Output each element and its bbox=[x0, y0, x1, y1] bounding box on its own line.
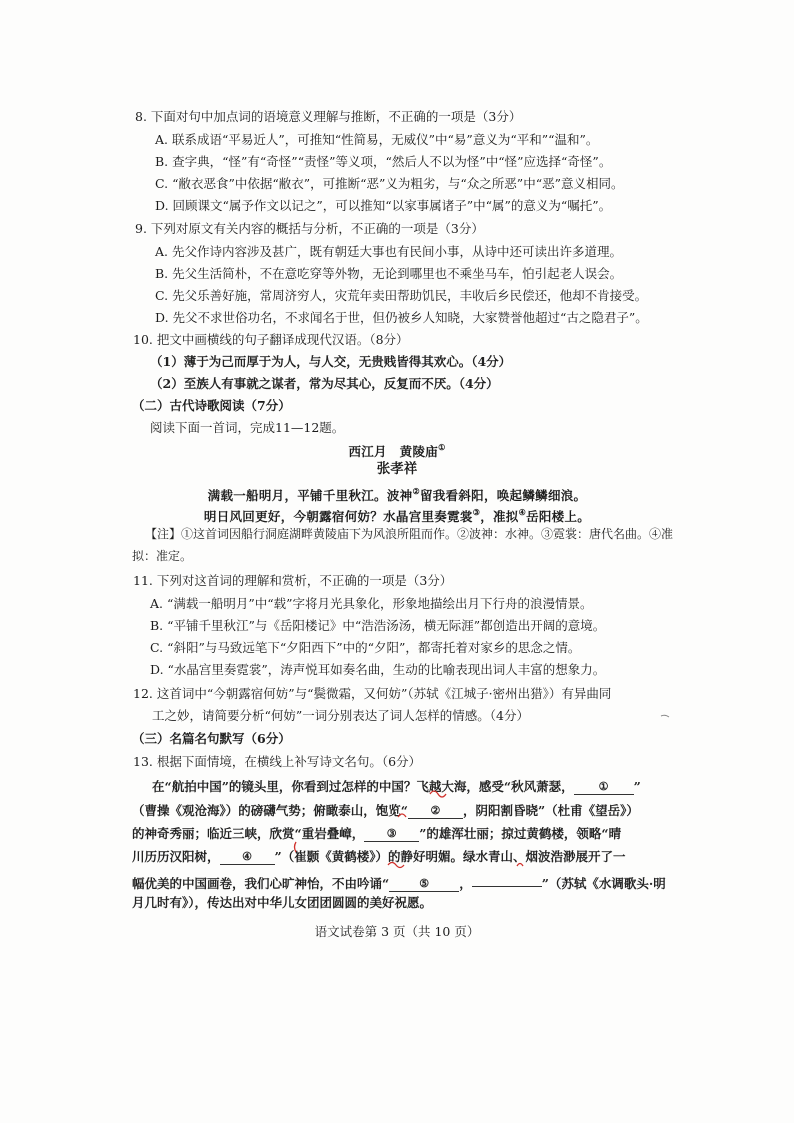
q10-item-2: （2）至族人有事就之谋者，常为尽其心，反复而不厌。（4分） bbox=[150, 376, 499, 391]
q8-option-a: A. 联系成语“平易近人”，可推知“性简易，无威仪”中“易”意义为“平和”“温和”。 bbox=[155, 132, 599, 147]
q10-stem: 10. 把文中画横线的句子翻译成现代汉语。（8分） bbox=[133, 332, 409, 347]
q11-stem: 11. 下列对这首词的理解和赏析，不正确的一项是（3分） bbox=[133, 573, 453, 588]
section-heading-poetry: （二）古代诗歌阅读（7分） bbox=[132, 398, 291, 413]
q13-blank-6 bbox=[472, 871, 542, 887]
q13-text: 在“航拍中国”的镜头里，你看到过怎样的中国？飞越大海，感受“秋风萧瑟， bbox=[152, 779, 574, 794]
poem-line-2-b: ，准拟 bbox=[480, 509, 519, 524]
q13-blank-5: ⑤ bbox=[389, 876, 459, 892]
q12-line-1: 12. 这首词中“今朝露宿何妨”与“鬓微霜，又何妨”（苏轼《江城子·密州出猎》）有异曲同 bbox=[133, 686, 612, 701]
q9-option-b: B. 先父生活简朴，不在意吃穿等外物，无论到哪里也不乘坐马车，怕引起老人误会。 bbox=[155, 266, 623, 281]
q13-text: ”（崔颢《黄鹤楼》）的静好明媚。绿水青山、烟波浩渺展开了一 bbox=[274, 849, 626, 864]
poem-note-line-2: 拟：准定。 bbox=[132, 549, 193, 563]
q13-text: ” bbox=[633, 779, 641, 794]
poetry-instruction: 阅读下面一首词，完成11—12题。 bbox=[150, 420, 345, 435]
q13-blank-3: ③ bbox=[364, 826, 419, 842]
q13-text: ”（苏轼《水调歌头·明 bbox=[541, 876, 666, 891]
q13-text: ， bbox=[459, 876, 472, 891]
q13-blank-2: ② bbox=[408, 803, 463, 819]
poem-title-text: 西江月 黄陵庙 bbox=[348, 444, 439, 459]
q13-text: ，阴阳割昏晓”（杜甫《望岳》） bbox=[462, 803, 639, 818]
q9-option-d: D. 先父不求世俗功名，不求闻名于世，但仍被乡人知晓，大家赞誉他超过“古之隐君子”。 bbox=[155, 310, 648, 325]
q9-option-a: A. 先父作诗内容涉及甚广，既有朝廷大事也有民间小事，从诗中还可读出许多道理。 bbox=[155, 244, 622, 259]
q13-para-line-6: 月几时有》），传达出对中华儿女团团圆圆的美好祝愿。 bbox=[132, 895, 433, 910]
poem-title-note-mark: ① bbox=[438, 442, 446, 452]
q11-option-d: D. “水晶宫里奏霓裳”，涛声悦耳如奏名曲，生动的比喻表现出词人丰富的想象力。 bbox=[150, 662, 606, 677]
q13-para-line-1 bbox=[152, 778, 641, 796]
q8-option-d: D. 回顾课文“属予作文以记之”，可以推知“以家事属诸子”中“属”的意义为“嘱托”。 bbox=[155, 198, 612, 213]
section-heading-recitation: （三）名篇名句默写（6分） bbox=[132, 731, 291, 746]
q13-text: 幅优美的中国画卷，我们心旷神怡，不由吟诵“ bbox=[132, 876, 390, 891]
q13-stem: 13. 根据下面情境，在横线上补写诗文名句。（6分） bbox=[133, 754, 422, 769]
q13-para-line-2 bbox=[132, 802, 639, 820]
q9-stem: 9. 下列对原文有关内容的概括与分析，不正确的一项是（3分） bbox=[135, 221, 484, 236]
q13-text: ”的雄浑壮丽；掠过黄鹤楼，领略“晴 bbox=[419, 826, 622, 841]
poem-line-2-c: 岳阳楼上。 bbox=[526, 509, 591, 524]
q9-option-c: C. 先父乐善好施，常周济穷人，灾荒年卖田帮助饥民，丰收后乡民偿还，他却不肯接受。 bbox=[155, 288, 648, 303]
q8-option-b: B. 查字典，“怪”有“奇怪”“责怪”等义项，“然后人不以为怪”中“怪”应选择“奇怪”。 bbox=[155, 154, 612, 169]
q12-line-2: 工之妙，请简要分析“何妨”一词分别表达了词人怎样的情感。（4分） bbox=[152, 708, 529, 723]
poem-note-line-1: 【注】①这首词因船行洞庭湖畔黄陵庙下为风浪所阻而作。②波神：水神。③霓裳：唐代名曲。④准 bbox=[145, 527, 674, 541]
q8-stem: 8. 下面对句中加点词的语境意义理解与推断，不正确的一项是（3分） bbox=[135, 109, 522, 124]
q13-para-line-3 bbox=[132, 825, 621, 843]
q11-option-b: B. “平铺千里秋江”与《岳阳楼记》中“浩浩汤汤，横无际涯”都创造出开阔的意境。 bbox=[150, 618, 606, 633]
page-footer: 语文试卷第 3 页（共 10 页） bbox=[314, 924, 480, 939]
poem-line-1-a: 满载一船明月，平铺千里秋江。波神 bbox=[207, 488, 413, 503]
poem-line-1 bbox=[0, 482, 794, 505]
poem-note-mark-3: ③ bbox=[472, 507, 481, 517]
poem-title bbox=[0, 438, 794, 461]
poem-line-1-b: 留我看斜阳，唤起鳞鳞细浪。 bbox=[419, 488, 587, 503]
q13-text: （曹操《观沧海》）的磅礴气势；俯瞰泰山，饱览“ bbox=[132, 803, 408, 818]
q13-para-line-4 bbox=[132, 848, 625, 866]
q13-blank-1: ① bbox=[574, 779, 634, 795]
q11-option-c: C. “斜阳”与马致远笔下“夕阳西下”中的“夕阳”，都寄托着对家乡的思念之情。 bbox=[150, 640, 581, 655]
poem-line-2-a: 明日风回更好，今朝露宿何妨？水晶宫里奏霓裳 bbox=[203, 509, 473, 524]
q10-item-1: （1）薄于为己而厚于为人，与人交，无贵贱皆得其欢心。（4分） bbox=[150, 354, 512, 369]
q13-text: 川历历汉阳树， bbox=[132, 849, 220, 864]
q13-text: 的神奇秀丽；临近三峡，欣赏“重岩叠嶂， bbox=[132, 826, 365, 841]
q11-option-a: A. “满载一船明月”中“载”字将月光具象化，形象地描绘出月下行舟的浪漫情景。 bbox=[150, 596, 593, 611]
q13-blank-4: ④ bbox=[220, 849, 275, 865]
poem-line-2 bbox=[0, 503, 794, 526]
poem-author: 张孝祥 bbox=[376, 461, 418, 477]
q13-para-line-5 bbox=[132, 871, 666, 893]
poem-note-mark-2: ② bbox=[412, 486, 420, 496]
q8-option-c: C. “敝衣恶食”中依据“敝衣”，可推断“恶”义为粗劣，与“众之所恶”中“恶”意义相同。 bbox=[155, 176, 624, 191]
poem-note-mark-4: ④ bbox=[518, 507, 527, 517]
